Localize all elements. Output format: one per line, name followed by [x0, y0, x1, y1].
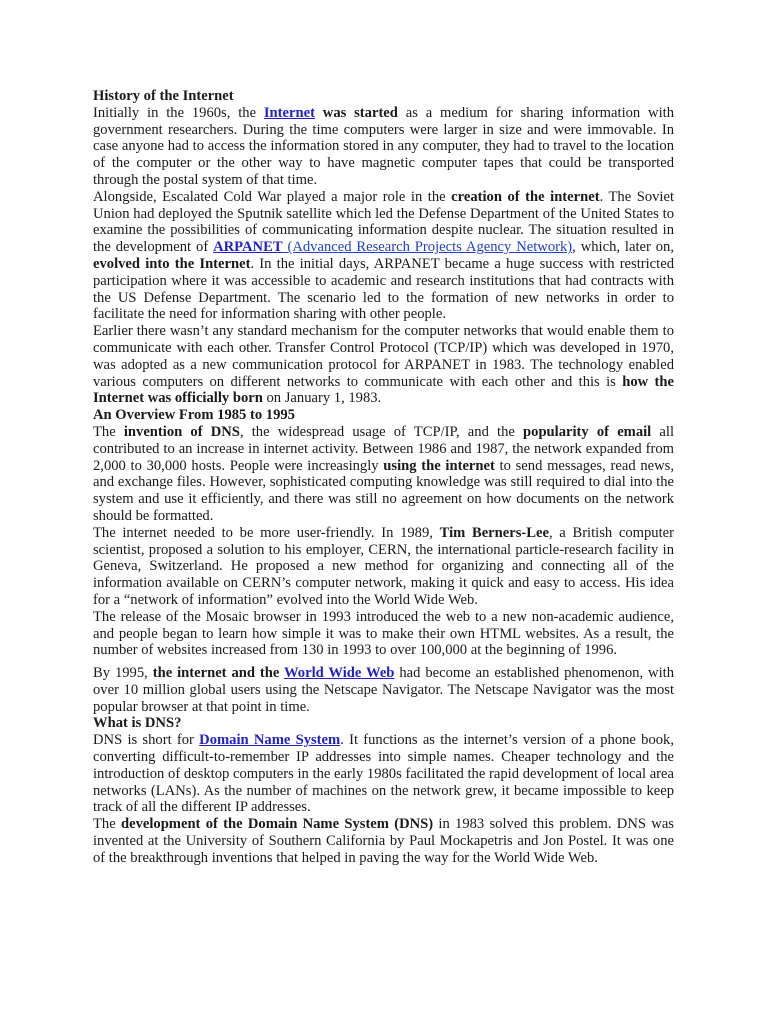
text-run: , the widespread usage of TCP/IP, and the: [239, 423, 524, 440]
bold-text: creation of the internet: [451, 188, 600, 205]
heading-overview-1985-1995: An Overview From 1985 to 1995: [93, 407, 295, 424]
bold-text: popularity of email: [523, 423, 652, 440]
hyperlink[interactable]: Internet: [263, 104, 315, 121]
text-run: Earlier there wasn’t any standard mechanism for the computer networks that would enable them to communicate with each other. Transfer Control Protocol (TCP/IP) which was developed in 1970, was adopted as a new communication protocol for ARPANET in 1983. The technology enabled various computers on different networks to communicate with each other and this is: [93, 323, 674, 390]
text-run: to send messages, read news, and exchange files. However, sophisticated computing knowledge was still required to dial into the system and use it efficiently, and there was still no agreement on how documents on the network should be formatted.: [93, 457, 674, 524]
hyperlink[interactable]: ARPANET: [213, 239, 283, 256]
bold-text: was started: [322, 104, 398, 121]
bold-text: Tim Berners-Lee: [439, 524, 549, 541]
text-run: Initially in the 1960s, the: [93, 104, 264, 121]
body-paragraph: [93, 424, 674, 525]
body-paragraph: [93, 665, 674, 715]
text-run: , which, later on,: [572, 239, 674, 256]
text-run: . The Soviet Union had deployed the Sputnik satellite which led the Defense Department of the United States to examine the possibilities of communicating information despite nuclear. The situation resulted in the development of: [93, 188, 674, 256]
body-paragraph: [93, 609, 674, 659]
bold-text: using the internet: [383, 457, 495, 474]
text-run: in 1983 solved this problem. DNS was invented at the University of Southern California by Paul Mockapetris and Jon Postel. It was one of the breakthrough inventions that helped in paving the way for the World Wide Web.: [93, 816, 674, 866]
bold-text: development of the Domain Name System (DNS): [120, 816, 434, 833]
bold-text: the internet and the: [152, 665, 285, 682]
hyperlink[interactable]: (Advanced Research Projects Agency Network): [282, 239, 573, 256]
document-body: [93, 88, 674, 867]
body-paragraph: [93, 732, 674, 816]
body-paragraph: [93, 525, 674, 609]
text-run: . It functions as the internet’s version of a phone book, converting difficult-to-remember IP addresses into simple names. Cheaper technology and the introduction of desktop computers in the early 1980s facilitated the rapid development of local area networks (LANs). As the number of machines on the network grew, it became impossible to keep track of all the different IP addresses.: [93, 732, 674, 816]
text-run: By 1995,: [93, 665, 153, 682]
hyperlink[interactable]: World Wide Web: [284, 665, 395, 682]
bold-text: invention of DNS: [123, 423, 240, 440]
text-run: The: [93, 816, 121, 833]
hyperlink[interactable]: Domain Name System: [199, 732, 341, 749]
text-run: DNS is short for: [93, 732, 200, 749]
text-run: The: [93, 423, 124, 440]
bold-text: evolved into the Internet: [93, 255, 251, 272]
text-run: had become an established phenomenon, with over 10 million global users using the Netscape Navigator. The Netscape Navigator was the most popular browser at that point in time.: [93, 665, 674, 715]
bold-text: how the Internet was officially born: [93, 373, 674, 407]
text-run: The release of the Mosaic browser in 1993 introduced the web to a new non-academic audience, and people began to learn how simple it was to make their own HTML websites. As a result, the number of websites increased from 130 in 1993 to over 100,000 at the beginning of 1996.: [93, 608, 674, 659]
body-paragraph: [93, 816, 674, 866]
text-run: as a medium for sharing information with government researchers. During the time computers were larger in size and were immovable. In case anyone had to access the information stored in any computer, they had to travel to the location of the computer or the other way to have magnetic computer tapes that could be transported through the postal system of that time.: [93, 104, 674, 188]
text-run: , a British computer scientist, proposed a solution to his employer, CERN, the international particle-research facility in Geneva, Switzerland. He proposed a new method for organizing and connecting all of the information available on CERN’s computer network, making it quick and easy to access. His idea for a “network of information” evolved into the World Wide Web.: [93, 524, 674, 608]
body-paragraph: [93, 189, 674, 323]
text-run: all contributed to an increase in internet activity. Between 1986 and 1987, the network expanded from 2,000 to 30,000 hosts. People were increasingly: [93, 423, 674, 474]
heading-history-of-the-internet: History of the Internet: [93, 88, 234, 104]
text-run: on January 1, 1983.: [262, 390, 382, 407]
text-run: . In the initial days, ARPANET became a huge success with restricted participation where it was accessible to academic and research institutions that had contracts with the US Defense Department. The scenario led to the formation of new networks in order to facilitate the need for information sharing with other people.: [93, 255, 674, 323]
text-run: [315, 105, 323, 121]
body-paragraph: [93, 105, 674, 189]
text-run: The internet needed to be more user-friendly. In 1989,: [93, 524, 440, 541]
heading-what-is-dns: What is DNS?: [93, 715, 182, 732]
text-run: Alongside, Escalated Cold War played a major role in the: [93, 188, 452, 205]
body-paragraph: [93, 323, 674, 407]
